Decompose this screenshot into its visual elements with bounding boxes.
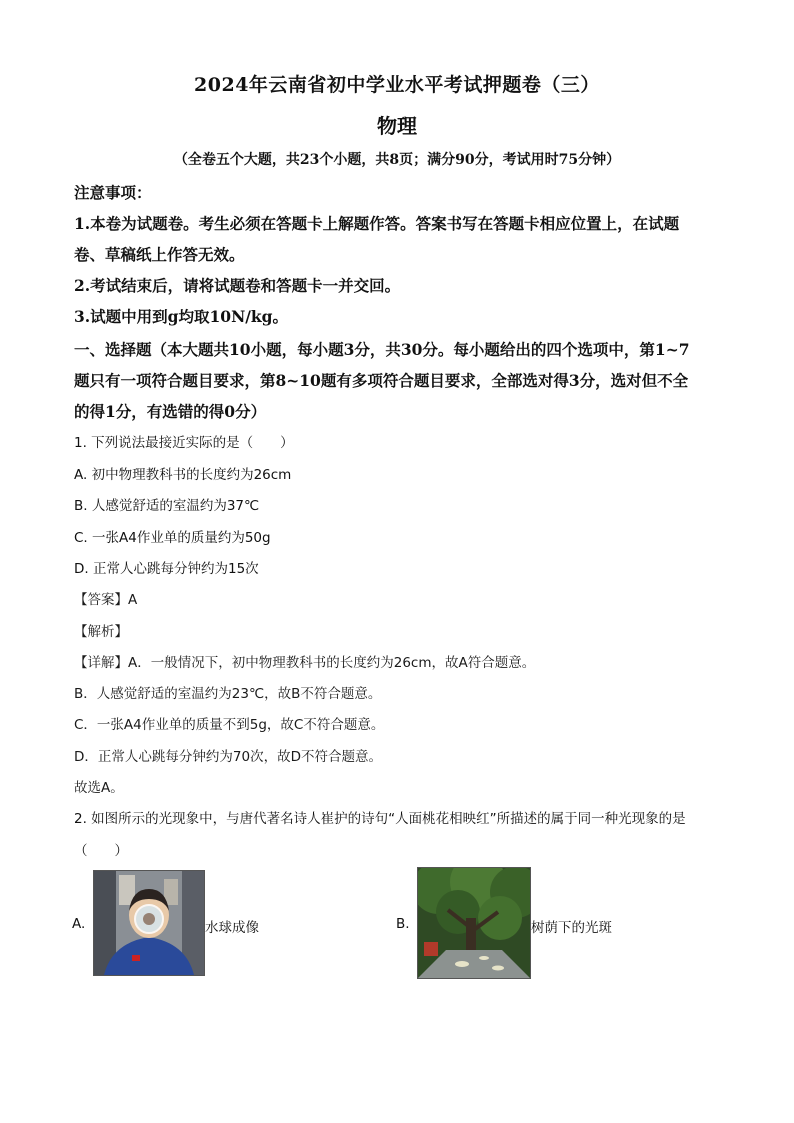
question-1-analysis-label: 【解析】 <box>74 624 128 640</box>
note-1-line-2: 卷、草稿纸上作答无效。 <box>74 245 245 264</box>
question-1-option-d: D. 正常人心跳每分钟约为15次 <box>74 561 259 577</box>
question-1-option-a: A. 初中物理教科书的长度约为26cm <box>74 467 292 483</box>
question-1-conclusion: 故选A。 <box>74 780 124 796</box>
note-2: 2.考试结束后，请将试题卷和答题卡一并交回。 <box>74 276 401 295</box>
section-1-line-3: 的得1分，有选错的得0分） <box>74 402 267 421</box>
note-3: 3.试题中用到g均取10N/kg。 <box>74 307 288 326</box>
question-1-stem: 1. 下列说法最接近实际的是（ ） <box>74 435 294 451</box>
question-1-detail-2: B．人感觉舒适的室温约为23℃，故B不符合题意。 <box>74 686 382 702</box>
section-1-line-1: 一、选择题（本大题共10小题，每小题3分，共30分。每小题给出的四个选项中，第1~7 <box>74 340 690 359</box>
notes-heading: 注意事项： <box>74 183 152 202</box>
astronaut-water-ball-illustration <box>94 871 204 975</box>
tree-light-spots-illustration <box>418 868 530 978</box>
section-1-line-2: 题只有一项符合题目要求，第8~10题有多项符合题目要求，全部选对得3分，选对但不全 <box>74 371 689 390</box>
question-1-detail-4: D．正常人心跳每分钟约为70次，故D不符合题意。 <box>74 749 382 765</box>
exam-title: 2024年云南省初中学业水平考试押题卷（三） <box>194 74 600 96</box>
tree-shadow-image <box>417 867 531 979</box>
subject-title: 物理 <box>377 114 417 138</box>
question-1-option-c: C. 一张A4作业单的质量约为50g <box>74 530 271 546</box>
question-1-option-b: B. 人感觉舒适的室温约为37℃ <box>74 498 260 514</box>
question-1-detail-3: C．一张A4作业单的质量不到5g，故C不符合题意。 <box>74 717 385 733</box>
note-1-line-1: 1.本卷为试题卷。考生必须在答题卡上解题作答。答案书写在答题卡相应位置上，在试题 <box>74 214 680 233</box>
question-2-stem-line-1: 2. 如图所示的光现象中，与唐代著名诗人崔护的诗句“人面桃花相映红”所描述的属于同一种光现象的是 <box>74 811 686 827</box>
question-2-option-b-caption: 树荫下的光斑 <box>531 920 612 936</box>
question-2-option-a-letter: A. <box>72 916 86 932</box>
question-2-option-a-caption: 水球成像 <box>205 920 259 936</box>
question-2-stem-line-2: （ ） <box>74 843 128 859</box>
exam-info: （全卷五个大题，共23个小题，共8页；满分90分，考试用时75分钟） <box>173 152 621 168</box>
water-ball-image <box>93 870 205 976</box>
question-1-answer: 【答案】A <box>74 592 138 608</box>
question-2-option-b-letter: B. <box>396 916 410 932</box>
question-1-detail-1: 【详解】A．一般情况下，初中物理教科书的长度约为26cm，故A符合题意。 <box>74 655 536 671</box>
